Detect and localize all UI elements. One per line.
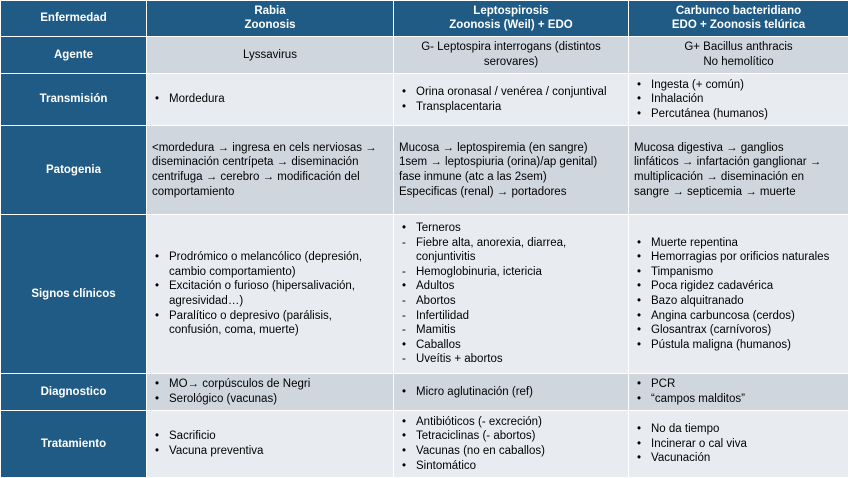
row-label-tratamiento: Tratamiento — [1, 411, 147, 478]
cell-line: linfáticos → infartación ganglionar → — [634, 155, 842, 170]
list-item: • Poca rigidez cadavérica — [635, 279, 842, 294]
cell-line: comportamiento — [152, 185, 387, 200]
list-item: • Timpanismo — [635, 265, 842, 280]
cell-patogenia-carbunco — [629, 126, 848, 215]
list-item: • Caballos — [400, 338, 622, 353]
list-item: • Bazo alquitranado — [635, 294, 842, 309]
list-item: • Ingesta (+ común) — [635, 78, 842, 93]
cell-line: 1sem → leptospiuria (orina)/ap genital) — [399, 155, 622, 170]
row-signos-clinicos — [1, 215, 848, 374]
cell-line: diseminación centrípeta → diseminación — [152, 155, 387, 170]
list-item: • Terneros — [400, 221, 622, 236]
header-rabia — [147, 1, 394, 37]
header-enfermedad: Enfermedad — [1, 1, 147, 37]
cell-diagnostico-lepto — [394, 374, 629, 411]
list-item: • Adultos — [400, 279, 622, 294]
row-diagnostico — [1, 374, 848, 411]
cell-line: No hemolítico — [635, 55, 842, 70]
cell-agente-carbunco — [629, 37, 848, 74]
list-item: • Inhalación — [635, 92, 842, 107]
list-item: • Antibióticos (- excreción) — [400, 415, 622, 430]
cell-line: Lyssavirus — [153, 48, 387, 63]
cell-tratamiento-rabia — [147, 411, 394, 478]
list-item: • Incinerar o cal viva — [635, 437, 842, 452]
cell-transmision-rabia — [147, 74, 394, 126]
list-item: • PCR — [635, 377, 842, 392]
list-item: • Prodrómico o melancólico (depresión, cambio comportamiento) — [153, 250, 387, 279]
header-carbunco — [629, 1, 848, 37]
list-item: - Mamitis — [400, 323, 622, 338]
list-item: • “campos malditos” — [635, 392, 842, 407]
list-item: • Pústula maligna (humanos) — [635, 338, 842, 353]
list-item: • Micro aglutinación (ref) — [400, 385, 622, 400]
list-item: • Mordedura — [153, 92, 387, 107]
header-lepto-title: Leptospirosis — [400, 5, 622, 19]
cell-line: fase inmune (atc a las 2sem) — [399, 170, 622, 185]
list-item: • Muerte repentina — [635, 236, 842, 251]
list-item: - Abortos — [400, 294, 622, 309]
list-item: • Sacrificio — [153, 429, 387, 444]
list-item: • Hemorragias por orificios naturales — [635, 250, 842, 265]
cell-diagnostico-carbunco — [629, 374, 848, 411]
list-item: - Hemoglobinuria, ictericia — [400, 265, 622, 280]
list-item: • Excitación o furioso (hipersalivación, agresividad…) — [153, 279, 387, 308]
list-item: • Paralítico o depresivo (parálisis, confusión, coma, muerte) — [153, 309, 387, 338]
cell-line: Mucosa digestiva → ganglios — [634, 141, 842, 156]
row-agente — [1, 37, 848, 74]
list-item: • Vacunación — [635, 451, 842, 466]
cell-line: <mordedura → ingresa en cels nerviosas → — [152, 141, 387, 156]
list-item: • Serológico (vacunas) — [153, 392, 387, 407]
list-item: • Percutánea (humanos) — [635, 107, 842, 122]
cell-line: G- Leptospira interrogans (distintos — [400, 40, 622, 55]
header-rabia-subtitle: Zoonosis — [153, 19, 387, 33]
list-item: • Glosantrax (carnívoros) — [635, 323, 842, 338]
header-leptospirosis — [394, 1, 629, 37]
cell-agente-lepto — [394, 37, 629, 74]
row-transmision — [1, 74, 848, 126]
cell-line: G+ Bacillus anthracis — [635, 40, 842, 55]
row-label-transmision: Transmisión — [1, 74, 147, 126]
row-tratamiento — [1, 411, 848, 478]
list-item: • No da tiempo — [635, 422, 842, 437]
cell-tratamiento-carbunco — [629, 411, 848, 478]
cell-line: multiplicación → diseminación en — [634, 170, 842, 185]
cell-diagnostico-rabia — [147, 374, 394, 411]
cell-signos-lepto — [394, 215, 629, 374]
row-patogenia — [1, 126, 848, 215]
cell-agente-rabia — [147, 37, 394, 74]
row-label-diagnostico: Diagnostico — [1, 374, 147, 411]
cell-transmision-lepto — [394, 74, 629, 126]
cell-patogenia-rabia — [147, 126, 394, 215]
cell-signos-rabia — [147, 215, 394, 374]
list-item: • Vacunas (no en caballos) — [400, 444, 622, 459]
cell-patogenia-lepto — [394, 126, 629, 215]
cell-line: serovares) — [400, 55, 622, 70]
header-carbunco-title: Carbunco bacteridiano — [635, 5, 842, 19]
list-item: • Orina oronasal / venérea / conjuntival — [400, 85, 622, 100]
row-label-agente: Agente — [1, 37, 147, 74]
list-item: • Angina carbuncosa (cerdos) — [635, 309, 842, 324]
cell-line: sangre → septicemia → muerte — [634, 185, 842, 200]
cell-transmision-carbunco — [629, 74, 848, 126]
cell-line: Especificas (renal) → portadores — [399, 185, 622, 200]
list-item: • Vacuna preventiva — [153, 444, 387, 459]
list-item: - Uveítis + abortos — [400, 352, 622, 367]
list-item: • Sintomático — [400, 459, 622, 474]
list-item: • Tetraciclinas (- abortos) — [400, 429, 622, 444]
cell-signos-carbunco — [629, 215, 848, 374]
header-lepto-subtitle: Zoonosis (Weil) + EDO — [400, 19, 622, 33]
header-row — [1, 1, 848, 37]
list-item: - Fiebre alta, anorexia, diarrea, conjuntivitis — [400, 236, 622, 265]
list-item: • Transplacentaria — [400, 100, 622, 115]
row-label-signos: Signos clínicos — [1, 215, 147, 374]
list-item: • MO→ corpúsculos de Negri — [153, 377, 387, 392]
list-item: - Infertilidad — [400, 309, 622, 324]
header-carbunco-subtitle: EDO + Zoonosis telúrica — [635, 19, 842, 33]
cell-tratamiento-lepto — [394, 411, 629, 478]
row-label-patogenia: Patogenia — [1, 126, 147, 215]
header-rabia-title: Rabia — [153, 5, 387, 19]
cell-line: Mucosa → leptospiremia (en sangre) — [399, 141, 622, 156]
cell-line: centrifuga → cerebro → modificación del — [152, 170, 387, 185]
